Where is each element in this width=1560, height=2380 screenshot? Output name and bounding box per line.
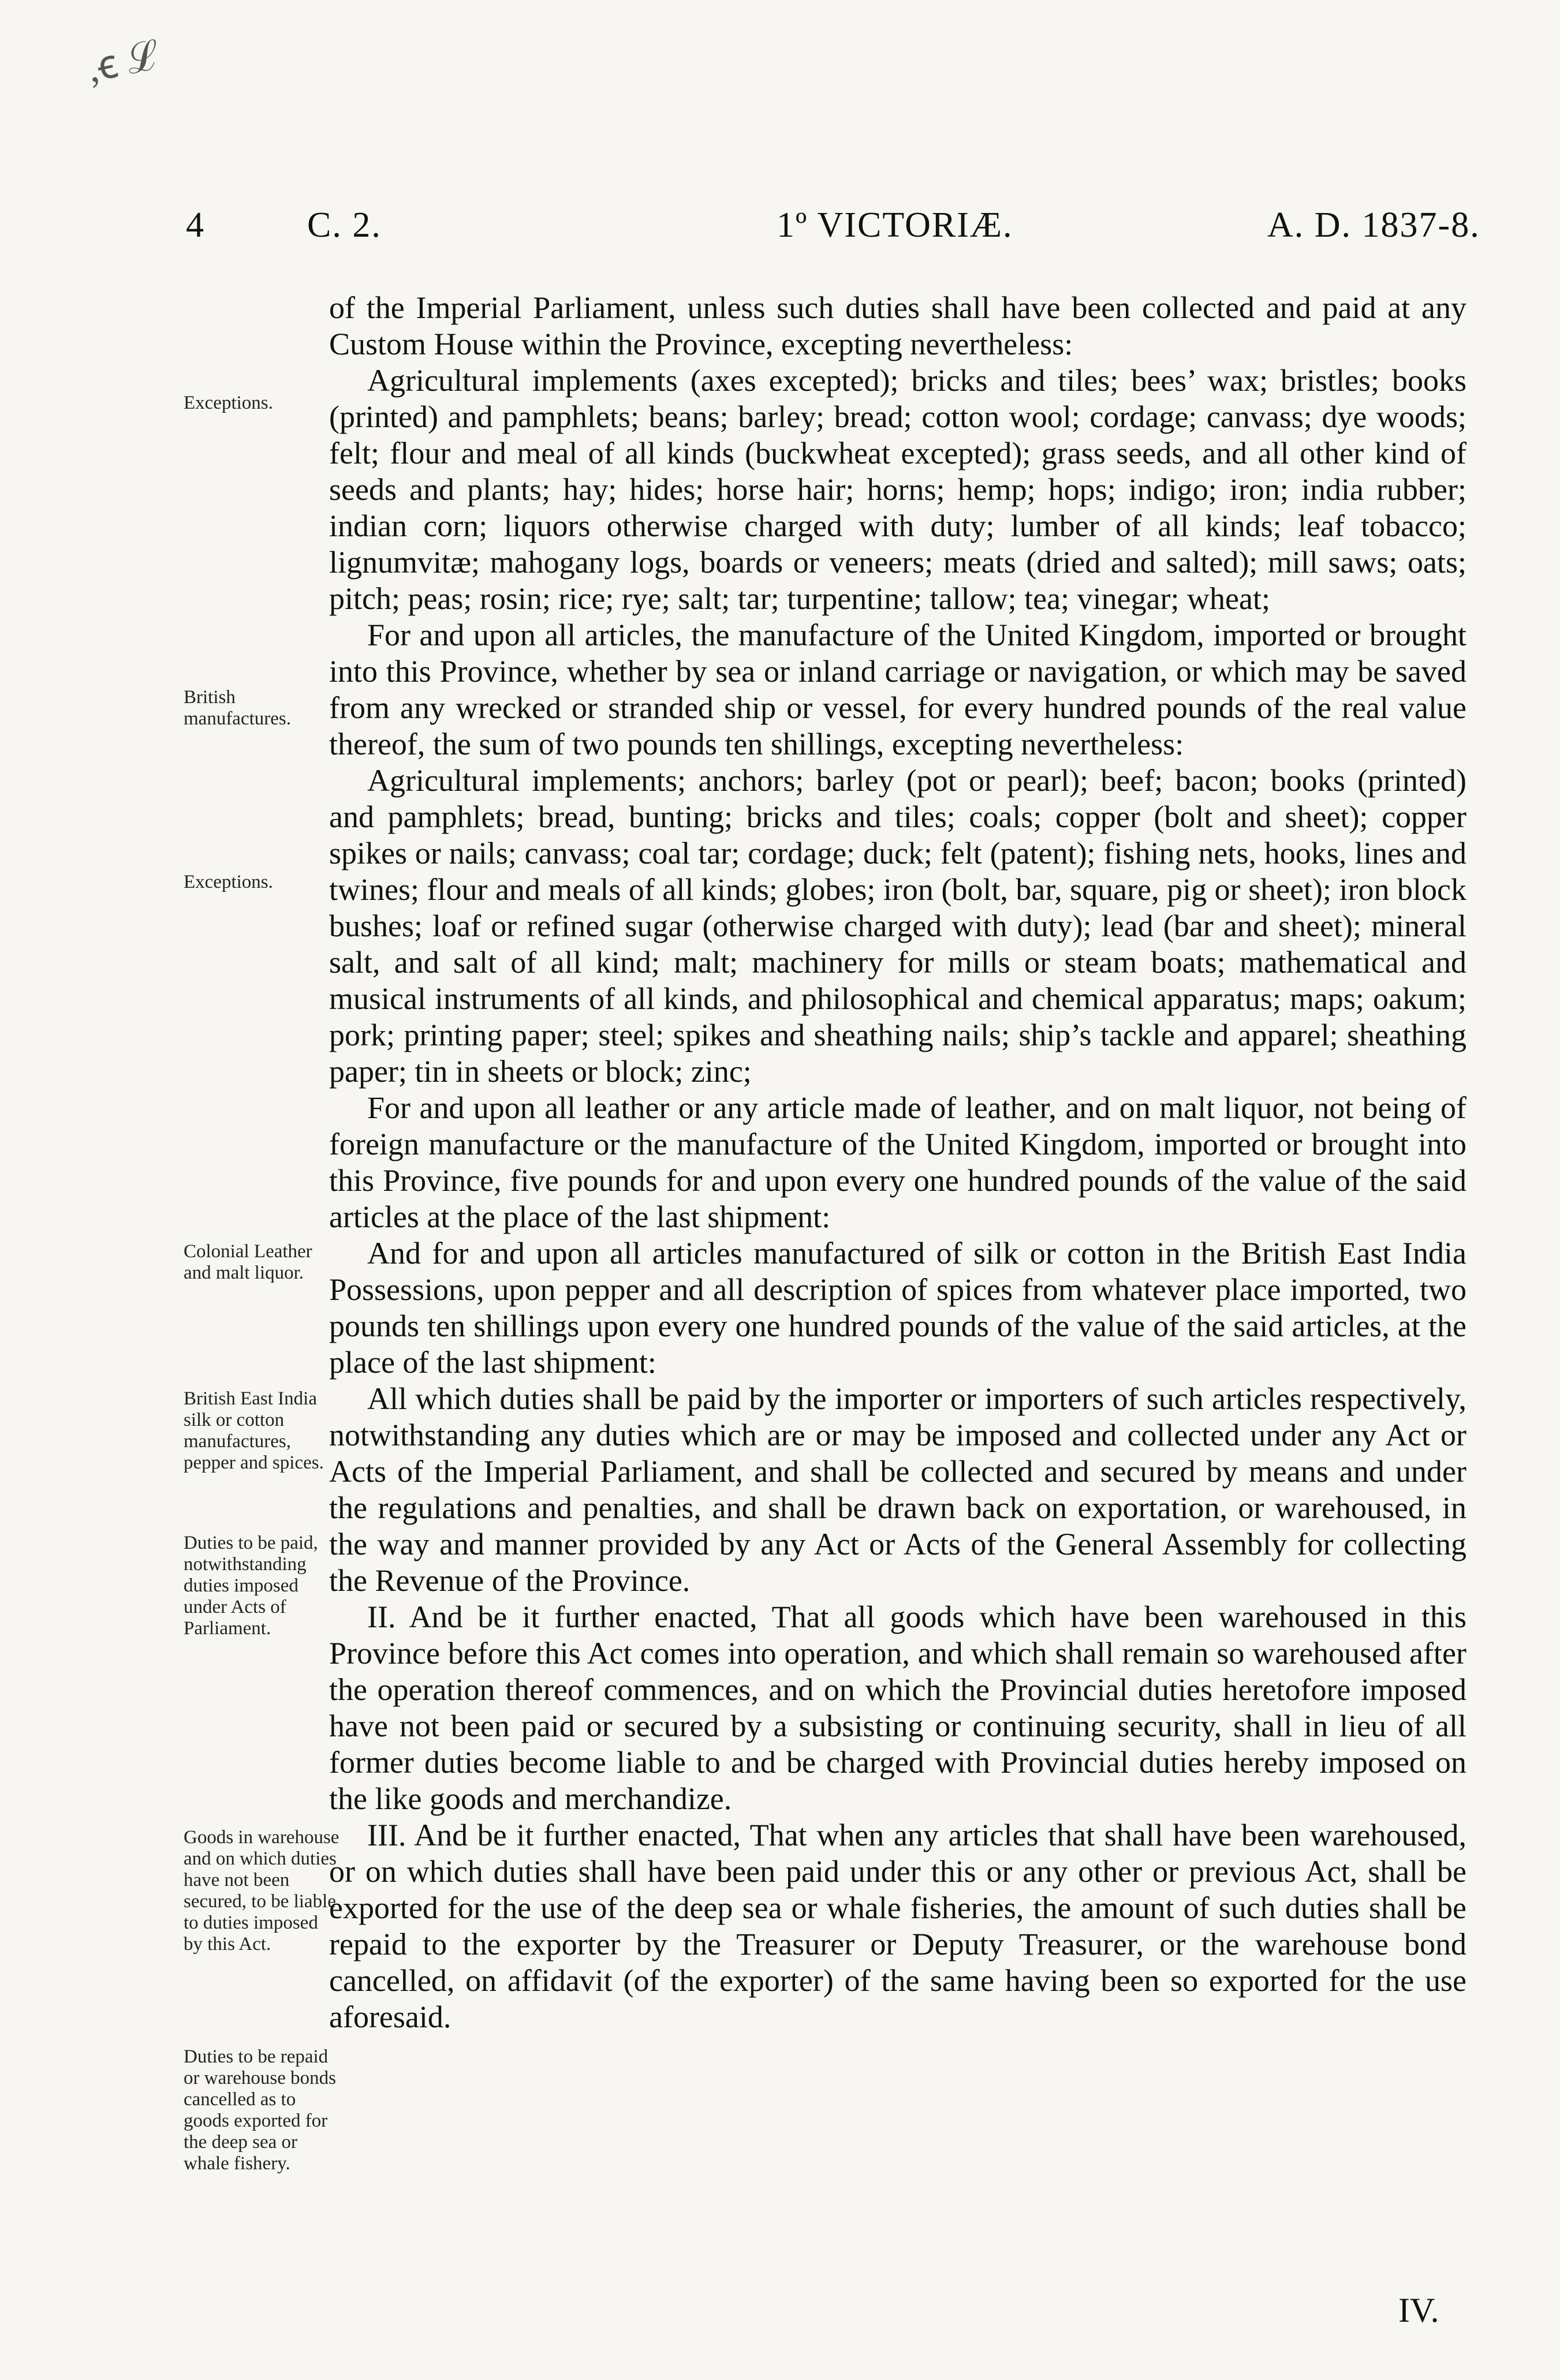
catchword: IV. [1398,2291,1439,2329]
margin-note-duties-repaid: Duties to be repaid or warehouse bonds cancelled as to goods exported for the deep sea or whale fishery. [184,2046,336,2174]
paragraph-section-3: III. And be it further enacted, That when any articles that shall have been warehoused, or on which duties shall have been paid under this or any other or previous Act, shall be exported for the use of the deep sea or whale fisheries, the amount of such duties shall be repaid to the exporter by the Treasurer or Deputy Treasurer, or the warehouse bond cancelled, on affidavit (of the exporter) of the same having been so exported for the use aforesaid. [329,1818,1466,2034]
margin-note-east-india: British East India silk or cotton manufactures, pepper and spices. [184,1388,324,1473]
document-body [329,290,1466,2035]
stray-pencil-mark: ,ꞓ ℒ [83,32,165,92]
margin-note-goods-in-warehouse: Goods in warehouse and on which duties have not been secured, to be liable to duties imposed by this Act. [184,1827,339,1955]
paragraph-duties-paid: All which duties shall be paid by the importer or importers of such articles respectively, notwithstanding any duties which are or may be imposed and collected under any Act or Acts of the Imperial Parliament, and shall be collected and secured by means and under the regulations and penalties, and shall be drawn back on exportation, or warehoused, in the way and manner provided by any Act or Acts of the General Assembly for collecting the Revenue of the Province. [329,1381,1466,1598]
regnal-year: 1º VICTORIÆ. [777,206,1013,245]
margin-note-exceptions-2: Exceptions. [184,872,273,892]
page-number: 4 [186,206,205,245]
paragraph-exceptions-list-2: Agricultural implements; anchors; barley (pot or pearl); beef; bacon; books (printed) and pamphlets; bread, bunting; bricks and tiles; coals; copper (bolt and sheet); copper spikes or nails; canvass; coal tar; cordage; duck; felt (patent); fishing nets, hooks, lines and twines; flour and meals of all kinds; globes; iron (bolt, bar, square, pig or sheet); iron block bushes; loaf or refined sugar (otherwise charged with duty); lead (bar and sheet); mineral salt, and salt of all kind; malt; machinery for mills or steam boats; mathematical and musical instruments of all kinds, and philosophical and chemical apparatus; maps; oakum; pork; printing paper; steel; spikes and sheathing nails; ship’s tackle and apparel; sheathing paper; tin in sheets or block; zinc; [329,763,1466,1089]
margin-note-exceptions: Exceptions. [184,393,273,413]
margin-note-colonial-leather: Colonial Leather and malt liquor. [184,1241,312,1283]
calendar-year: A. D. 1837-8. [1267,206,1480,245]
paragraph-exceptions-list: Agricultural implements (axes excepted); bricks and tiles; bees’ wax; bristles; books (printed) and pamphlets; beans; barley; bread; cotton wool; cordage; canvass; dye woods; felt; flour and meal of all kinds (buckwheat excepted); grass seeds, and all other kind of seeds and plants; hay; hides; horse hair; horns; hemp; hops; indigo; iron; india rubber; indian corn; liquors otherwise charged with duty; lumber of all kinds; leaf tobacco; lignumvitæ; mahogany logs, boards or veneers; meats (dried and salted); mill saws; oats; pitch; peas; rosin; rice; rye; salt; tar; turpentine; tallow; tea; vinegar; wheat; [329,363,1466,616]
paragraph-section-2: II. And be it further enacted, That all goods which have been warehoused in this Province before this Act comes into operation, and which shall remain so warehoused after the operation thereof commences, and on which the Provincial duties heretofore imposed have not been paid or secured by a subsisting or continuing security, shall in lieu of all former duties become liable to and be charged with Provincial duties hereby imposed on the like goods and merchandize. [329,1600,1466,1816]
margin-note-british-manufactures: British manufactures. [184,687,291,729]
paragraph-continuation: of the Imperial Parliament, unless such duties shall have been collected and paid at any Custom House within the Province, excepting nevertheless: [329,290,1466,361]
margin-note-duties-to-be-paid: Duties to be paid, notwithstanding duties imposed under Acts of Parliament. [184,1533,318,1639]
paragraph-east-india: And for and upon all articles manufactured of silk or cotton in the British East India Possessions, upon pepper and all description of spices from whatever place imported, two pounds ten shillings upon every one hundred pounds of the value of the said articles, at the place of the last shipment: [329,1236,1466,1380]
paragraph-british-manufactures: For and upon all articles, the manufacture of the United Kingdom, imported or brought into this Province, whether by sea or inland carriage or navigation, or which may be saved from any wrecked or stranded ship or vessel, for every hundred pounds of the real value thereof, the sum of two pounds ten shillings, excepting nevertheless: [329,618,1466,761]
paragraph-leather-malt: For and upon all leather or any article made of leather, and on malt liquor, not being of foreign manufacture or the manufacture of the United Kingdom, imported or brought into this Province, five pounds for and upon every one hundred pounds of the value of the said articles at the place of the last shipment: [329,1090,1466,1234]
running-header [0,205,1560,257]
chapter-number: C. 2. [307,206,382,245]
